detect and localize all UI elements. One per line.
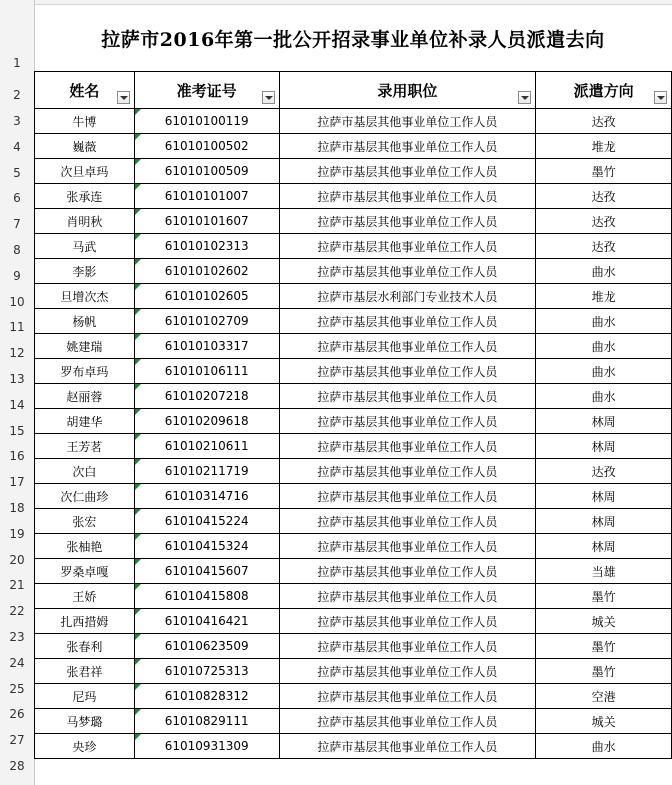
cell-destination[interactable]: 林周 — [536, 484, 672, 509]
cell-exam-id[interactable]: 61010931309 — [134, 734, 279, 759]
cell-destination[interactable]: 当雄 — [536, 559, 672, 584]
table-row — [35, 209, 672, 234]
cell-exam-id[interactable]: 61010623509 — [134, 634, 279, 659]
cell-name[interactable]: 旦增次杰 — [35, 284, 135, 309]
cell-position[interactable]: 拉萨市基层其他事业单位工作人员 — [279, 609, 536, 634]
cell-destination[interactable]: 曲水 — [536, 309, 672, 334]
table-row — [35, 709, 672, 734]
cell-name[interactable]: 扎西措姆 — [35, 609, 135, 634]
cell-position[interactable]: 拉萨市基层水利部门专业技术人员 — [279, 284, 536, 309]
cell-exam-id[interactable]: 61010102313 — [134, 234, 279, 259]
cell-name[interactable]: 罗布卓玛 — [35, 359, 135, 384]
table-row — [35, 334, 672, 359]
cell-exam-id[interactable]: 61010828312 — [134, 684, 279, 709]
cell-name[interactable]: 肖明秋 — [35, 209, 135, 234]
row-number[interactable]: 12 — [9, 346, 25, 361]
cell-name[interactable]: 央珍 — [35, 734, 135, 759]
cell-position[interactable]: 拉萨市基层其他事业单位工作人员 — [279, 459, 536, 484]
cell-name[interactable]: 马梦璐 — [35, 709, 135, 734]
row-number[interactable]: 5 — [13, 165, 21, 180]
cell-exam-id[interactable]: 61010415808 — [134, 584, 279, 609]
header-name[interactable]: 姓名 — [35, 72, 135, 109]
row-number[interactable]: 22 — [9, 604, 25, 619]
cell-destination[interactable]: 墨竹 — [536, 634, 672, 659]
table-row — [35, 259, 672, 284]
cell-destination[interactable]: 堆龙 — [536, 284, 672, 309]
table-row — [35, 509, 672, 534]
cell-destination[interactable]: 堆龙 — [536, 134, 672, 159]
cell-exam-id[interactable]: 61010725313 — [134, 659, 279, 684]
cell-exam-id[interactable]: 61010211719 — [134, 459, 279, 484]
cell-name[interactable]: 胡建华 — [35, 409, 135, 434]
cell-destination[interactable]: 城关 — [536, 709, 672, 734]
row-number[interactable]: 24 — [9, 655, 25, 670]
table-row — [35, 109, 672, 134]
cell-name[interactable]: 张柚艳 — [35, 534, 135, 559]
row-number[interactable]: 26 — [9, 707, 25, 722]
cell-position[interactable]: 拉萨市基层其他事业单位工作人员 — [279, 684, 536, 709]
table-row — [35, 584, 672, 609]
cell-position[interactable]: 拉萨市基层其他事业单位工作人员 — [279, 259, 536, 284]
cell-exam-id[interactable]: 61010210611 — [134, 434, 279, 459]
table-row — [35, 559, 672, 584]
row-number[interactable]: 10 — [9, 294, 25, 309]
cell-name[interactable]: 杨帆 — [35, 309, 135, 334]
cell-destination[interactable]: 曲水 — [536, 259, 672, 284]
row-number[interactable]: 4 — [13, 139, 21, 154]
table-row — [35, 184, 672, 209]
cell-destination[interactable]: 林周 — [536, 509, 672, 534]
row-number[interactable]: 19 — [9, 526, 25, 541]
table-row — [35, 684, 672, 709]
cell-destination[interactable]: 空港 — [536, 684, 672, 709]
cell-position[interactable]: 拉萨市基层其他事业单位工作人员 — [279, 734, 536, 759]
row-number[interactable]: 23 — [9, 630, 25, 644]
cell-exam-id[interactable]: 61010415324 — [134, 534, 279, 559]
row-number[interactable]: 9 — [13, 268, 21, 283]
cell-position[interactable]: 拉萨市基层其他事业单位工作人员 — [279, 484, 536, 509]
cell-position[interactable]: 拉萨市基层其他事业单位工作人员 — [279, 434, 536, 459]
cell-position[interactable]: 拉萨市基层其他事业单位工作人员 — [279, 534, 536, 559]
cell-position[interactable]: 拉萨市基层其他事业单位工作人员 — [279, 659, 536, 684]
row-number[interactable]: 27 — [9, 733, 25, 748]
cell-exam-id[interactable]: 61010415224 — [134, 509, 279, 534]
cell-name[interactable]: 马武 — [35, 234, 135, 259]
cell-position[interactable]: 拉萨市基层其他事业单位工作人员 — [279, 509, 536, 534]
cell-position[interactable]: 拉萨市基层其他事业单位工作人员 — [279, 334, 536, 359]
table-row — [35, 284, 672, 309]
cell-exam-id[interactable]: 61010101607 — [134, 209, 279, 234]
cell-exam-id[interactable]: 61010100509 — [134, 159, 279, 184]
row-number[interactable]: 1 — [13, 56, 21, 70]
table-row — [35, 734, 672, 759]
cell-destination[interactable]: 达孜 — [536, 459, 672, 484]
row-number[interactable]: 20 — [9, 552, 25, 567]
row-number[interactable]: 6 — [13, 191, 21, 206]
cell-name[interactable]: 罗桑卓嘎 — [35, 559, 135, 584]
header-exam-id[interactable]: 准考证号 — [134, 72, 279, 109]
cell-exam-id[interactable]: 61010102709 — [134, 309, 279, 334]
cell-name[interactable]: 姚建瑞 — [35, 334, 135, 359]
cell-destination[interactable]: 林周 — [536, 434, 672, 459]
cell-position[interactable]: 拉萨市基层其他事业单位工作人员 — [279, 384, 536, 409]
cell-exam-id[interactable]: 61010416421 — [134, 609, 279, 634]
table-row — [35, 659, 672, 684]
cell-exam-id[interactable]: 61010102605 — [134, 284, 279, 309]
cell-exam-id[interactable]: 61010209618 — [134, 409, 279, 434]
table-row — [35, 309, 672, 334]
cell-exam-id[interactable]: 61010102602 — [134, 259, 279, 284]
cell-destination[interactable]: 曲水 — [536, 359, 672, 384]
cell-exam-id[interactable]: 61010314716 — [134, 484, 279, 509]
cell-name[interactable]: 张春利 — [35, 634, 135, 659]
cell-destination[interactable]: 墨竹 — [536, 159, 672, 184]
row-number[interactable]: 18 — [9, 501, 25, 515]
cell-exam-id[interactable]: 61010207218 — [134, 384, 279, 409]
table-row — [35, 484, 672, 509]
table-row — [35, 159, 672, 184]
filter-dropdown-icon[interactable] — [262, 91, 275, 104]
cell-destination[interactable]: 林周 — [536, 409, 672, 434]
row-number[interactable]: 3 — [13, 114, 21, 128]
sheet-title[interactable]: 拉萨市2016年第一批公开招录事业单位补录人员派遣去向 — [101, 28, 605, 51]
table-row — [35, 634, 672, 659]
cell-destination[interactable]: 达孜 — [536, 184, 672, 209]
cell-exam-id[interactable]: 61010101007 — [134, 184, 279, 209]
row-number[interactable]: 13 — [9, 372, 25, 386]
cell-name[interactable]: 张君祥 — [35, 659, 135, 684]
cell-name[interactable]: 赵丽蓉 — [35, 384, 135, 409]
header-destination[interactable]: 派遣方向 — [536, 72, 672, 109]
cell-position[interactable]: 拉萨市基层其他事业单位工作人员 — [279, 234, 536, 259]
cell-destination[interactable]: 曲水 — [536, 384, 672, 409]
table-row — [35, 384, 672, 409]
cell-position[interactable]: 拉萨市基层其他事业单位工作人员 — [279, 184, 536, 209]
cell-exam-id[interactable]: 61010100119 — [134, 109, 279, 134]
cell-destination[interactable]: 林周 — [536, 534, 672, 559]
cell-destination[interactable]: 墨竹 — [536, 584, 672, 609]
cell-name[interactable]: 张承连 — [35, 184, 135, 209]
row-number[interactable]: 8 — [13, 243, 21, 257]
cell-exam-id[interactable]: 61010103317 — [134, 334, 279, 359]
cell-position[interactable]: 拉萨市基层其他事业单位工作人员 — [279, 584, 536, 609]
table-row — [35, 234, 672, 259]
cell-destination[interactable]: 城关 — [536, 609, 672, 634]
row-number[interactable]: 25 — [9, 681, 25, 696]
cell-position[interactable]: 拉萨市基层其他事业单位工作人员 — [279, 109, 536, 134]
cell-name[interactable]: 王娇 — [35, 584, 135, 609]
header-row — [35, 72, 672, 109]
cell-name[interactable]: 次仁曲珍 — [35, 484, 135, 509]
cell-position[interactable]: 拉萨市基层其他事业单位工作人员 — [279, 634, 536, 659]
cell-position[interactable]: 拉萨市基层其他事业单位工作人员 — [279, 409, 536, 434]
cell-position[interactable]: 拉萨市基层其他事业单位工作人员 — [279, 159, 536, 184]
cell-destination[interactable]: 墨竹 — [536, 659, 672, 684]
table-row — [35, 534, 672, 559]
table-row — [35, 134, 672, 159]
cell-exam-id[interactable]: 61010106111 — [134, 359, 279, 384]
cell-exam-id[interactable]: 61010829111 — [134, 709, 279, 734]
table-row — [35, 459, 672, 484]
row-number[interactable]: 2 — [13, 88, 21, 102]
cell-position[interactable]: 拉萨市基层其他事业单位工作人员 — [279, 209, 536, 234]
row-number[interactable]: 16 — [9, 449, 25, 464]
cell-name[interactable]: 次旦卓玛 — [35, 159, 135, 184]
row-header-column — [0, 0, 35, 785]
table-row — [35, 434, 672, 459]
filter-dropdown-icon[interactable] — [518, 91, 531, 104]
row-number[interactable]: 28 — [9, 759, 25, 773]
cell-name[interactable]: 李影 — [35, 259, 135, 284]
cell-name[interactable]: 牛博 — [35, 109, 135, 134]
table-row — [35, 359, 672, 384]
table-row — [35, 409, 672, 434]
cell-destination[interactable]: 达孜 — [536, 109, 672, 134]
cell-name[interactable]: 张宏 — [35, 509, 135, 534]
cell-name[interactable]: 尼玛 — [35, 684, 135, 709]
table-row — [35, 609, 672, 634]
cell-destination[interactable]: 曲水 — [536, 334, 672, 359]
row-number[interactable]: 11 — [9, 320, 25, 335]
cell-position[interactable]: 拉萨市基层其他事业单位工作人员 — [279, 309, 536, 334]
cell-exam-id[interactable]: 61010415607 — [134, 559, 279, 584]
cell-name[interactable]: 次白 — [35, 459, 135, 484]
row-number[interactable]: 17 — [9, 475, 25, 490]
cell-position[interactable]: 拉萨市基层其他事业单位工作人员 — [279, 709, 536, 734]
header-position[interactable]: 录用职位 — [279, 72, 536, 109]
cell-name[interactable]: 巍薇 — [35, 134, 135, 159]
cell-position[interactable]: 拉萨市基层其他事业单位工作人员 — [279, 134, 536, 159]
row-number[interactable]: 7 — [13, 217, 21, 232]
cell-exam-id[interactable]: 61010100502 — [134, 134, 279, 159]
row-number[interactable]: 14 — [9, 397, 25, 412]
cell-destination[interactable]: 达孜 — [536, 209, 672, 234]
cell-destination[interactable]: 曲水 — [536, 734, 672, 759]
row-number[interactable]: 21 — [9, 578, 25, 593]
cell-destination[interactable]: 达孜 — [536, 234, 672, 259]
cell-name[interactable]: 王芳茗 — [35, 434, 135, 459]
cell-position[interactable]: 拉萨市基层其他事业单位工作人员 — [279, 359, 536, 384]
cell-position[interactable]: 拉萨市基层其他事业单位工作人员 — [279, 559, 536, 584]
data-table — [34, 71, 672, 759]
filter-dropdown-icon[interactable] — [117, 91, 130, 104]
filter-dropdown-icon[interactable] — [654, 91, 667, 104]
row-number[interactable]: 15 — [9, 423, 25, 438]
